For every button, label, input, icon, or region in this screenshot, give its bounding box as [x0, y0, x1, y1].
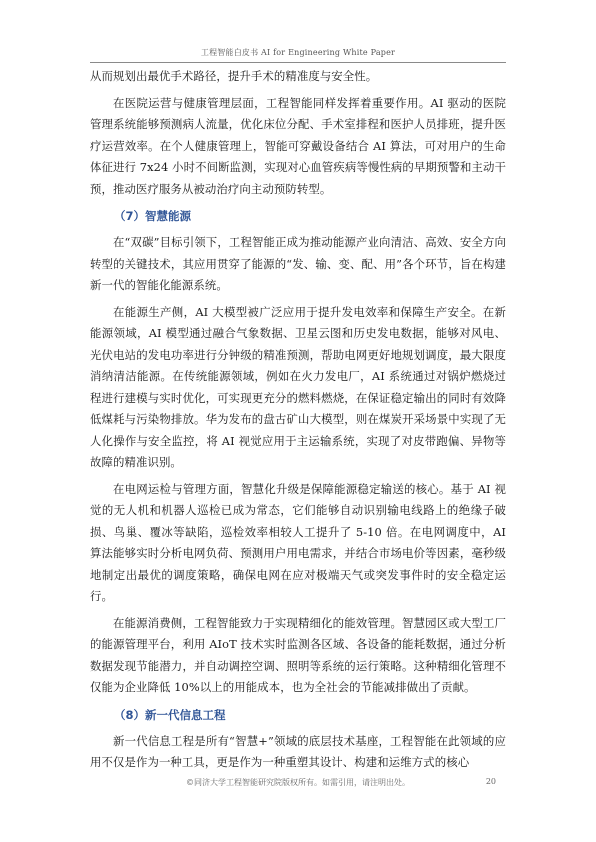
- copyright-notice: ©同济大学工程智能研究院版权所有。如需引用，请注明出处。: [186, 778, 410, 787]
- page-number: 20: [485, 777, 496, 786]
- paragraph: 新一代信息工程是所有“智慧+”领域的底层技术基座，工程智能在此领域的应用不仅是作为一种工具，更是作为一种重塑其设计、构建和运维方式的核心: [90, 733, 506, 769]
- paragraph: 在“双碳”目标引领下，工程智能正成为推动能源产业向清洁、高效、安全方向转型的关键技术，其应用贯穿了能源的“发、输、变、配、用”各个环节，旨在构建新一代的智能化能源系统。: [90, 235, 506, 292]
- paragraph: 从而规划出最优手术路径，提升手术的精准度与安全性。: [90, 69, 378, 83]
- section-heading-smart-energy: （7）智慧能源: [114, 209, 192, 223]
- running-header: 工程智能白皮书 AI for Engineering White Paper: [200, 48, 396, 57]
- header-rule: [90, 62, 506, 63]
- paragraph: 在医院运营与健康管理层面，工程智能同样发挥着重要作用。AI 驱动的医院管理系统能够预测病人流量，优化床位分配、手术室排程和医护人员排班，提升医疗运营效率。在个人健康管理上，智能可穿戴设备结合 AI 算法，可对用户的生命体征进行 7x24 小时不间断监测，实现对心血管疾病等慢性病的早期预警和主动干预，推动医疗服务从被动治疗向主动预防转型。: [90, 95, 506, 196]
- paragraph: 在电网运检与管理方面，智慧化升级是保障能源稳定输送的核心。基于 AI 视觉的无人机和机器人巡检已成为常态，它们能够自动识别输电线路上的绝缘子破损、鸟巢、覆冰等缺陷，巡检效率相较人工提升了 5-10 倍。在电网调度中，AI 算法能够实时分析电网负荷、预测用户用电需求，并结合市场电价等因素，毫秒级地制定出最优的调度策略，确保电网在应对极端天气或突发事件时的安全稳定运行。: [90, 481, 506, 603]
- page-content: [90, 66, 506, 779]
- paragraph: 在能源消费侧，工程智能致力于实现精细化的能效管理。智慧园区或大型工厂的能源管理平台，利用 AIoT 技术实时监测各区域、各设备的能耗数据，通过分析数据发现节能潜力，并自动调控空调、照明等系统的运行策略。这种精细化管理不仅能为企业降低 10%以上的用能成本，也为全社会的节能减排做出了贡献。: [90, 615, 506, 694]
- section-heading-information-engineering: （8）新一代信息工程: [114, 707, 226, 722]
- paragraph: 在能源生产侧，AI 大模型被广泛应用于提升发电效率和保障生产安全。在新能源领域，AI 模型通过融合气象数据、卫星云图和历史发电数据，能够对风电、光伏电站的发电功率进行分钟级的精准预测，帮助电网更好地规划调度，最大限度消纳清洁能源。在传统能源领域，例如在火力发电厂，AI 系统通过对锅炉燃烧过程进行建模与实时优化，可实现更充分的燃料燃烧，在保证稳定输出的同时有效降低煤耗与污染物排放。华为发布的盘古矿山大模型，则在煤炭开采场景中实现了无人化操作与安全监控，将 AI 视觉应用于主运输系统，实现了对皮带跑偏、异物等故障的精准识别。: [90, 304, 506, 469]
